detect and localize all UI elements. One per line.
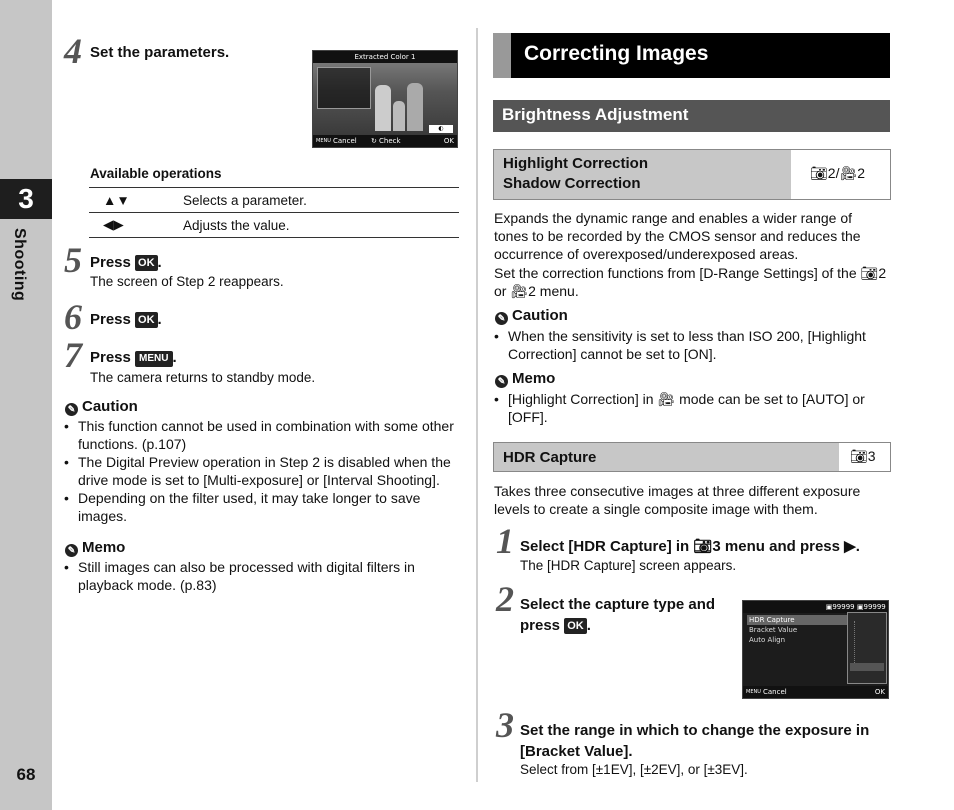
selected-option (850, 663, 884, 671)
cancel-label: Cancel (763, 688, 787, 696)
memo-title: Memo (512, 370, 556, 387)
text-span: mode can be set to [AUTO] or [OFF]. (508, 391, 865, 425)
parameter-panel (317, 67, 371, 109)
page-number: 68 (16, 765, 36, 784)
movie-icon: 🎥︎ (510, 283, 529, 299)
dial-icon: ↻ (371, 137, 377, 145)
right-arrow-icon: ▶ (844, 538, 856, 555)
brightness-description: Expands the dynamic range and enables a wider range of tones to be recorded by the CMOS sensor and reduces the occurrence of overexposed/underexposed areas. (494, 210, 861, 262)
menu-item[interactable]: HDR Capture (747, 615, 847, 625)
brightness-setting-text (494, 264, 890, 300)
function-name: Highlight Correction (503, 155, 648, 172)
step-text: Set the range in which to change the exposure in (520, 722, 870, 739)
memo-heading-right (495, 370, 555, 388)
menu-button-icon: MENU (135, 351, 172, 367)
step-number-5: 5 (64, 240, 82, 280)
shots-icon: ▣ (825, 603, 833, 611)
chapter-label-text: Shooting (11, 228, 28, 302)
hdr-menu-list (747, 615, 847, 675)
figure-child (393, 101, 405, 131)
text-span: 2 menu. (528, 283, 579, 299)
operations-heading: Available operations (90, 166, 222, 181)
menu-reference (810, 165, 865, 182)
memo-heading (65, 539, 125, 557)
step-5-desc: The screen of Step 2 reappears. (90, 274, 284, 289)
menu-key-label: MENU (746, 689, 761, 695)
figure-person (375, 85, 391, 131)
list-item: • When the sensitivity is set to less than ISO 200, [Highlight Correction] cannot be set to [ON]. (494, 327, 890, 363)
raw-icon: ▣ (856, 603, 864, 611)
section-title (493, 33, 890, 78)
check-label: Check (379, 137, 401, 145)
caution-title: Caution (512, 307, 568, 324)
brightness-heading (493, 100, 890, 132)
ok-label: OK (443, 137, 454, 145)
menu-item[interactable]: Auto Align (749, 636, 786, 644)
step-number-7: 7 (64, 335, 82, 375)
caution-list-right (494, 327, 890, 363)
step-text: Press (90, 254, 131, 271)
title-accent (493, 33, 511, 78)
menu-ref-text: 2/ (827, 165, 840, 181)
chapter-label (8, 228, 48, 318)
operations-table (89, 187, 459, 238)
menu-ref-text: 3 (867, 448, 876, 464)
step-text: Press (90, 311, 131, 328)
ok-label: OK (874, 688, 885, 696)
screen-footer (743, 686, 888, 698)
step-number-6: 6 (64, 297, 82, 337)
cancel-label: Cancel (333, 137, 357, 145)
step-text: Press (90, 349, 131, 366)
text-span: [Highlight Correction] in (508, 391, 654, 407)
step-6-title: Press OK . (90, 311, 162, 328)
step-3-title (520, 720, 869, 762)
highlight-shadow-box (493, 149, 891, 200)
figure-person (407, 83, 423, 131)
operation-keys: ▲▼ (89, 188, 183, 213)
operation-keys: ◀▶ (89, 213, 183, 238)
camera-icon: 📷︎ (850, 448, 868, 464)
memo-list (64, 558, 460, 594)
table-row (89, 188, 459, 213)
step-text: 3 menu and press (712, 538, 840, 555)
movie-icon: 🎥︎ (657, 391, 676, 407)
hdr-capture-box (493, 442, 891, 472)
caution-icon: ✎ (495, 312, 508, 325)
caution-list (64, 417, 460, 525)
operation-desc: Selects a parameter. (183, 188, 459, 213)
text-span: or (494, 283, 507, 299)
caution-icon: ✎ (65, 403, 78, 416)
step-text: [Bracket Value]. (520, 743, 633, 760)
ok-button-icon: OK (135, 312, 158, 328)
screen-title: Extracted Color 1 (313, 51, 457, 63)
step-1-title: Select [HDR Capture] in 📷︎3 menu and press ▶. (520, 538, 860, 555)
option-list-icon (854, 621, 880, 665)
function-name: HDR Capture (503, 449, 597, 466)
memo-list-right (494, 390, 890, 426)
list-item: • Depending on the filter used, it may take longer to save images. (64, 489, 460, 525)
hdr-capture-screen (742, 600, 889, 699)
ok-button-icon: OK (564, 618, 587, 634)
step-number-1: 1 (496, 521, 514, 561)
column-divider (476, 28, 478, 782)
hdr-type-options[interactable] (847, 612, 887, 684)
menu-key-label: MENU (316, 138, 331, 144)
step-4-title: Set the parameters. (90, 44, 230, 61)
step-7-title: Press MENU . (90, 349, 177, 366)
filter-indicator-icon: ◐ (429, 125, 453, 133)
list-item: • The Digital Preview operation in Step 2 is disabled when the drive mode is set to [Multi-exposure] or [Interval Shooting]. (64, 453, 460, 489)
shot-count: 99999 (863, 603, 886, 611)
menu-item[interactable]: Bracket Value (749, 626, 798, 634)
ok-button-icon: OK (135, 255, 158, 271)
step-2-title (520, 594, 715, 636)
step-3-desc: Select from [±1EV], [±2EV], or [±3EV]. (520, 762, 748, 777)
memo-icon: ✎ (65, 544, 78, 557)
step-1-desc: The [HDR Capture] screen appears. (520, 558, 737, 573)
step-5-title: Press OK . (90, 254, 162, 271)
memo-title: Memo (82, 539, 126, 556)
text-span: 2 (878, 265, 887, 281)
memo-icon: ✎ (495, 375, 508, 388)
step-7-desc: The camera returns to standby mode. (90, 370, 316, 385)
camera-icon: 📷︎ (693, 538, 713, 555)
caution-title: Caution (82, 398, 138, 415)
step-number-4: 4 (64, 31, 82, 71)
list-item (494, 390, 890, 426)
menu-reference (850, 448, 876, 465)
table-row (89, 213, 459, 238)
list-item: • This function cannot be used in combination with some other functions. (p.107) (64, 417, 460, 453)
chapter-sidebar (0, 0, 52, 810)
step-text-line: press OK . (520, 617, 591, 634)
step-text: Select [HDR Capture] in (520, 538, 690, 555)
movie-icon: 🎥︎ (839, 165, 858, 181)
shot-count: 99999 (832, 603, 855, 611)
camera-icon: 📷︎ (860, 265, 879, 281)
function-label (494, 150, 791, 199)
hdr-description: Takes three consecutive images at three different exposure levels to create a single composite image with them. (494, 483, 861, 517)
step-number-2: 2 (496, 579, 514, 619)
caution-heading-right (495, 307, 568, 325)
step-number-3: 3 (496, 705, 514, 745)
function-label (494, 443, 839, 471)
operation-desc: Adjusts the value. (183, 213, 459, 238)
screen-footer (313, 135, 457, 147)
step-text: Select the capture type and (520, 596, 716, 613)
list-item: • Still images can also be processed with digital filters in playback mode. (p.83) (64, 558, 460, 594)
chapter-number: 3 (0, 179, 52, 219)
menu-ref-text: 2 (857, 165, 866, 181)
function-name: Shadow Correction (503, 175, 641, 192)
text-span: Set the correction functions from [D-Range Settings] of the (494, 265, 857, 281)
step-text: press (520, 617, 561, 634)
filter-preview-screen (312, 50, 458, 148)
caution-heading (65, 398, 138, 416)
section-title-text: Correcting Images (524, 42, 709, 65)
preview-photo (313, 63, 457, 135)
camera-icon: 📷︎ (810, 165, 828, 181)
brightness-heading-text: Brightness Adjustment (502, 105, 689, 124)
